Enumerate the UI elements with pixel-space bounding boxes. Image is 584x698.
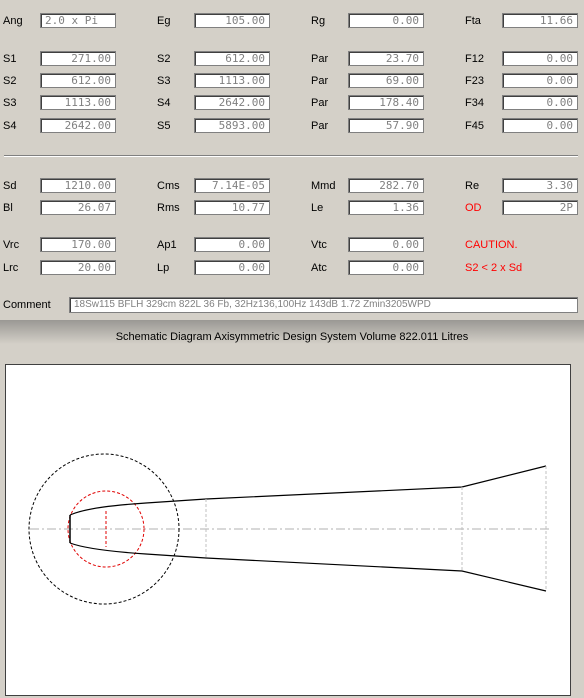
s4-label: S4 (157, 97, 171, 109)
par3-label: Par (311, 97, 329, 109)
schematic-canvas (5, 364, 571, 696)
horn-lower-wall (70, 543, 546, 591)
ap1-field[interactable]: 0.00 (194, 237, 270, 252)
sd-field[interactable]: 1210.00 (40, 178, 116, 193)
lp-field[interactable]: 0.00 (194, 260, 270, 275)
diagram-caption: Schematic Diagram Axisymmetric Design System Volume 822.011 Litres (115, 331, 469, 343)
ap1-label: Ap1 (157, 239, 177, 251)
comment-field[interactable]: 18Sw115 BFLH 329cm 822L 36 Fb, 32Hz136,100Hz 143dB 1.72 Zmin3205WPD (69, 297, 578, 313)
f23-label: F23 (465, 75, 484, 87)
vrc-label: Vrc (3, 239, 20, 251)
eg-label: Eg (157, 15, 171, 27)
s2-row-label: S2 (3, 75, 17, 87)
s4-row-field[interactable]: 2642.00 (40, 118, 116, 133)
rms-field[interactable]: 10.77 (194, 200, 270, 215)
par4-label: Par (311, 120, 329, 132)
par2-field[interactable]: 69.00 (348, 73, 424, 88)
ang-field[interactable]: 2.0 x Pi (40, 13, 116, 28)
s5-label: S5 (157, 120, 171, 132)
od-label: OD (465, 202, 482, 214)
s2-row-field[interactable]: 612.00 (40, 73, 116, 88)
s5-field[interactable]: 5893.00 (194, 118, 270, 133)
f34-field[interactable]: 0.00 (502, 95, 578, 110)
caution-text: CAUTION. (465, 239, 518, 251)
re-label: Re (465, 180, 480, 192)
vtc-field[interactable]: 0.00 (348, 237, 424, 252)
lp-label: Lp (157, 262, 170, 274)
re-field[interactable]: 3.30 (502, 178, 578, 193)
warning-message: S2 < 2 x Sd (465, 262, 523, 274)
s2-field[interactable]: 612.00 (194, 51, 270, 66)
rg-field[interactable]: 0.00 (348, 13, 424, 28)
horn-upper-wall (70, 466, 546, 515)
fta-field[interactable]: 11.66 (502, 13, 578, 28)
par2-label: Par (311, 75, 329, 87)
f34-label: F34 (465, 97, 484, 109)
atc-label: Atc (311, 262, 327, 274)
rg-label: Rg (311, 15, 326, 27)
mmd-label: Mmd (311, 180, 336, 192)
comment-label: Comment (3, 299, 51, 311)
parameter-panel (0, 0, 580, 320)
bl-field[interactable]: 26.07 (40, 200, 116, 215)
le-label: Le (311, 202, 324, 214)
f45-label: F45 (465, 120, 484, 132)
lrc-label: Lrc (3, 262, 19, 274)
section-divider (4, 155, 578, 157)
s3-row-field[interactable]: 1113.00 (40, 95, 116, 110)
f23-field[interactable]: 0.00 (502, 73, 578, 88)
f12-label: F12 (465, 53, 484, 65)
s3-field[interactable]: 1113.00 (194, 73, 270, 88)
par3-field[interactable]: 178.40 (348, 95, 424, 110)
mmd-field[interactable]: 282.70 (348, 178, 424, 193)
par1-label: Par (311, 53, 329, 65)
le-field[interactable]: 1.36 (348, 200, 424, 215)
atc-field[interactable]: 0.00 (348, 260, 424, 275)
schematic-diagram (6, 365, 570, 695)
vtc-label: Vtc (311, 239, 327, 251)
od-field[interactable]: 2P (502, 200, 578, 215)
bl-label: Bl (3, 202, 13, 214)
eg-field[interactable]: 105.00 (194, 13, 270, 28)
par1-field[interactable]: 23.70 (348, 51, 424, 66)
s4-field[interactable]: 2642.00 (194, 95, 270, 110)
par4-field[interactable]: 57.90 (348, 118, 424, 133)
ang-label: Ang (3, 15, 23, 27)
fta-label: Fta (465, 15, 481, 27)
lrc-field[interactable]: 20.00 (40, 260, 116, 275)
s3-label: S3 (157, 75, 171, 87)
sd-label: Sd (3, 180, 17, 192)
s1-label: S1 (3, 53, 17, 65)
f45-field[interactable]: 0.00 (502, 118, 578, 133)
f12-field[interactable]: 0.00 (502, 51, 578, 66)
s1-field[interactable]: 271.00 (40, 51, 116, 66)
cms-label: Cms (157, 180, 180, 192)
s3-row-label: S3 (3, 97, 17, 109)
rms-label: Rms (157, 202, 180, 214)
s2-label: S2 (157, 53, 171, 65)
s4-row-label: S4 (3, 120, 17, 132)
cms-field[interactable]: 7.14E-05 (194, 178, 270, 193)
vrc-field[interactable]: 170.00 (40, 237, 116, 252)
